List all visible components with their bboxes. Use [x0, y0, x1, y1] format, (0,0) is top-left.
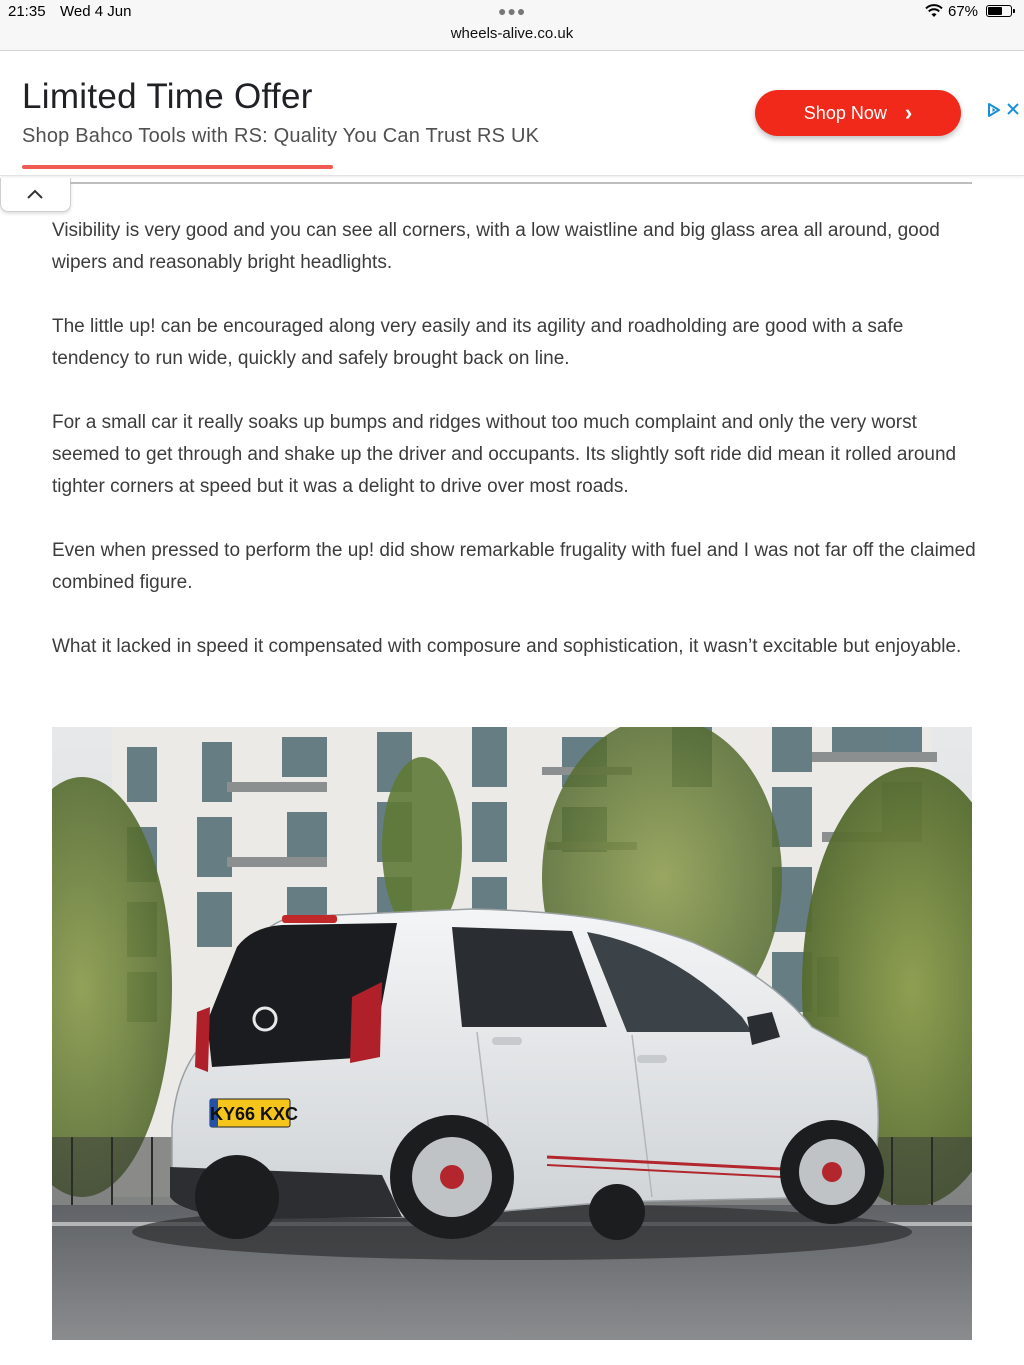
article-paragraph: Visibility is very good and you can see all corners, with a low waistline and big glass area all around, good wipers and reasonably bright headlights.: [52, 220, 940, 273]
more-dots-icon[interactable]: ●●●: [498, 3, 527, 19]
car-photo: [52, 727, 972, 1340]
article-paragraph: The little up! can be encouraged along very easily and its agility and roadholding are good with a safe tendency to run wide, quickly and safely brought back on line.: [52, 316, 904, 369]
ad-description[interactable]: Shop Bahco Tools with RS: Quality You Can Trust RS UK: [22, 125, 540, 147]
shop-now-button[interactable]: [755, 90, 961, 136]
adchoices-icon[interactable]: [986, 102, 1002, 118]
article-paragraph: What it lacked in speed it compensated with composure and sophistication, it wasn’t excitable but enjoyable.: [52, 636, 962, 657]
status-time: 21:35: [8, 3, 46, 20]
collapse-ad-button[interactable]: [0, 178, 71, 212]
address-bar-url[interactable]: wheels-alive.co.uk: [450, 25, 574, 42]
article-paragraph: For a small car it really soaks up bumps and ridges without too much complaint and only the very worst seemed to get through and shake up the driver and occupants. Its slightly soft ride did mean it rolled around tighter corners at speed but it was a delight to drive over most roads.: [52, 412, 957, 497]
article-paragraph: Even when pressed to perform the up! did show remarkable frugality with fuel and I was not far off the claimed combined figure.: [52, 540, 976, 593]
number-plate-text: KY66 KXC: [209, 1104, 299, 1124]
chevron-up-icon: [26, 188, 44, 200]
battery-icon: [986, 5, 1012, 17]
ad-banner[interactable]: [0, 51, 1024, 176]
shop-now-label: Shop Now: [803, 102, 887, 123]
close-icon[interactable]: [1006, 101, 1020, 117]
wifi-icon: [925, 4, 943, 18]
battery-fill: [988, 7, 1002, 15]
chevron-right-icon: ›: [904, 100, 913, 125]
article-body: [52, 215, 977, 695]
ad-divider: [70, 182, 972, 184]
ad-title-underline: [22, 165, 333, 169]
status-date: Wed 4 Jun: [60, 3, 132, 20]
ad-title[interactable]: Limited Time Offer: [22, 77, 313, 116]
battery-percent: 67%: [948, 3, 979, 20]
status-bar: [0, 0, 1024, 51]
